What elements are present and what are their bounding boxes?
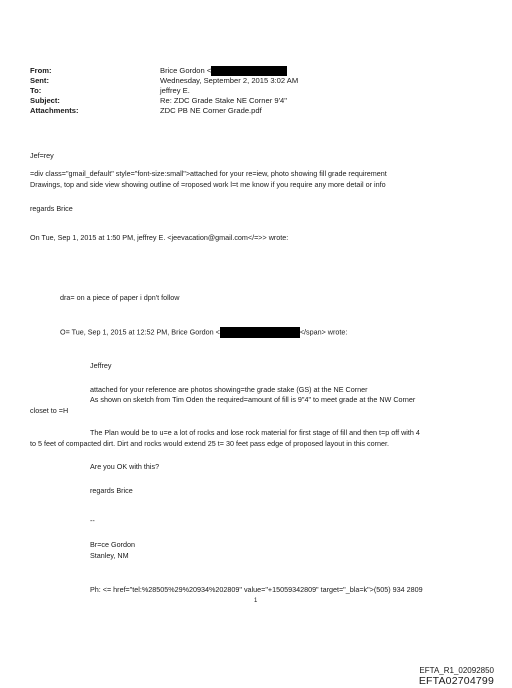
redaction-block [211, 66, 287, 76]
from-value-text: Brice Gordon < [160, 66, 212, 75]
to-row [30, 86, 298, 96]
quote2-line-3: closet to =H [30, 406, 69, 415]
quote2-question: Are you OK with this? [90, 462, 160, 471]
attachments-row [30, 106, 298, 116]
subject-value: Re: ZDC Grade Stake NE Corner 9'4" [160, 96, 287, 105]
subject-row [30, 96, 298, 106]
quote1-text: dra= on a piece of paper i dpn't follow [60, 293, 180, 302]
redaction-block [220, 327, 300, 338]
quote2-signoff: regards Brice [90, 486, 133, 495]
sent-value: Wednesday, September 2, 2015 3:02 AM [160, 76, 299, 85]
signature-name: Br=ce Gordon [90, 540, 135, 549]
attachments-value: ZDC PB NE Corner Grade.pdf [160, 106, 262, 115]
email-header [30, 66, 298, 116]
quote2-header-start: O= Tue, Sep 1, 2015 at 12:52 PM, Brice Gordon < [60, 327, 220, 337]
to-value: jeffrey E. [160, 86, 190, 95]
signature-dash: -- [90, 516, 95, 525]
bates-number-primary: EFTA_R1_02092850 [419, 666, 494, 675]
quote1-header: On Tue, Sep 1, 2015 at 1:50 PM, jeffrey E. <jeevacation@gmail.com</=>> wrote: [30, 233, 289, 242]
quote2-line-5: to 5 feet of compacted dirt. Dirt and rocks would extend 25 t= 30 feet pass edge of proposed layout in this corner. [30, 439, 389, 448]
quote2-line-2: As shown on sketch from Tim Oden the required=amount of fill is 9"4" to meet grade at the NW Corner [90, 395, 416, 404]
from-row [30, 66, 298, 76]
page-number: 1 [254, 598, 258, 604]
to-label: To: [30, 86, 42, 95]
from-label: From: [30, 66, 52, 75]
quote2-greeting: Jeffrey [90, 361, 112, 370]
sent-row [30, 76, 298, 86]
quote2-line-1: attached for your reference are photos showing=the grade stake (GS) at the NE Corner [90, 385, 368, 394]
body-line-2: Drawings, top and side view showing outline of =roposed work l=t me know if you require any more detail or info [30, 180, 386, 189]
sent-label: Sent: [30, 76, 49, 85]
from-value [160, 66, 287, 76]
signature-phone: Ph: <= href="tel:%28505%29%20934%202809" value="+15059342809" target="_bla=k">(505) 934 2809 [90, 585, 423, 594]
subject-label: Subject: [30, 96, 60, 105]
signoff: regards Brice [30, 204, 73, 213]
attachments-label: Attachments: [30, 106, 79, 115]
body-line-1: =div class="gmail_default" style="font-size:small">attached for your re=iew, photo showing fill grade requirement [30, 169, 387, 178]
quote2-line-4: The Plan would be to u=e a lot of rocks and lose rock material for first stage of fill and then t=p off with 4 [90, 428, 420, 437]
quote2-header-end: </span> wrote: [299, 327, 348, 337]
quote2-header [60, 327, 347, 338]
signature-location: Stanley, NM [90, 551, 129, 560]
bates-number-secondary: EFTA02704799 [418, 675, 494, 687]
greeting: Jef=rey [30, 151, 54, 160]
